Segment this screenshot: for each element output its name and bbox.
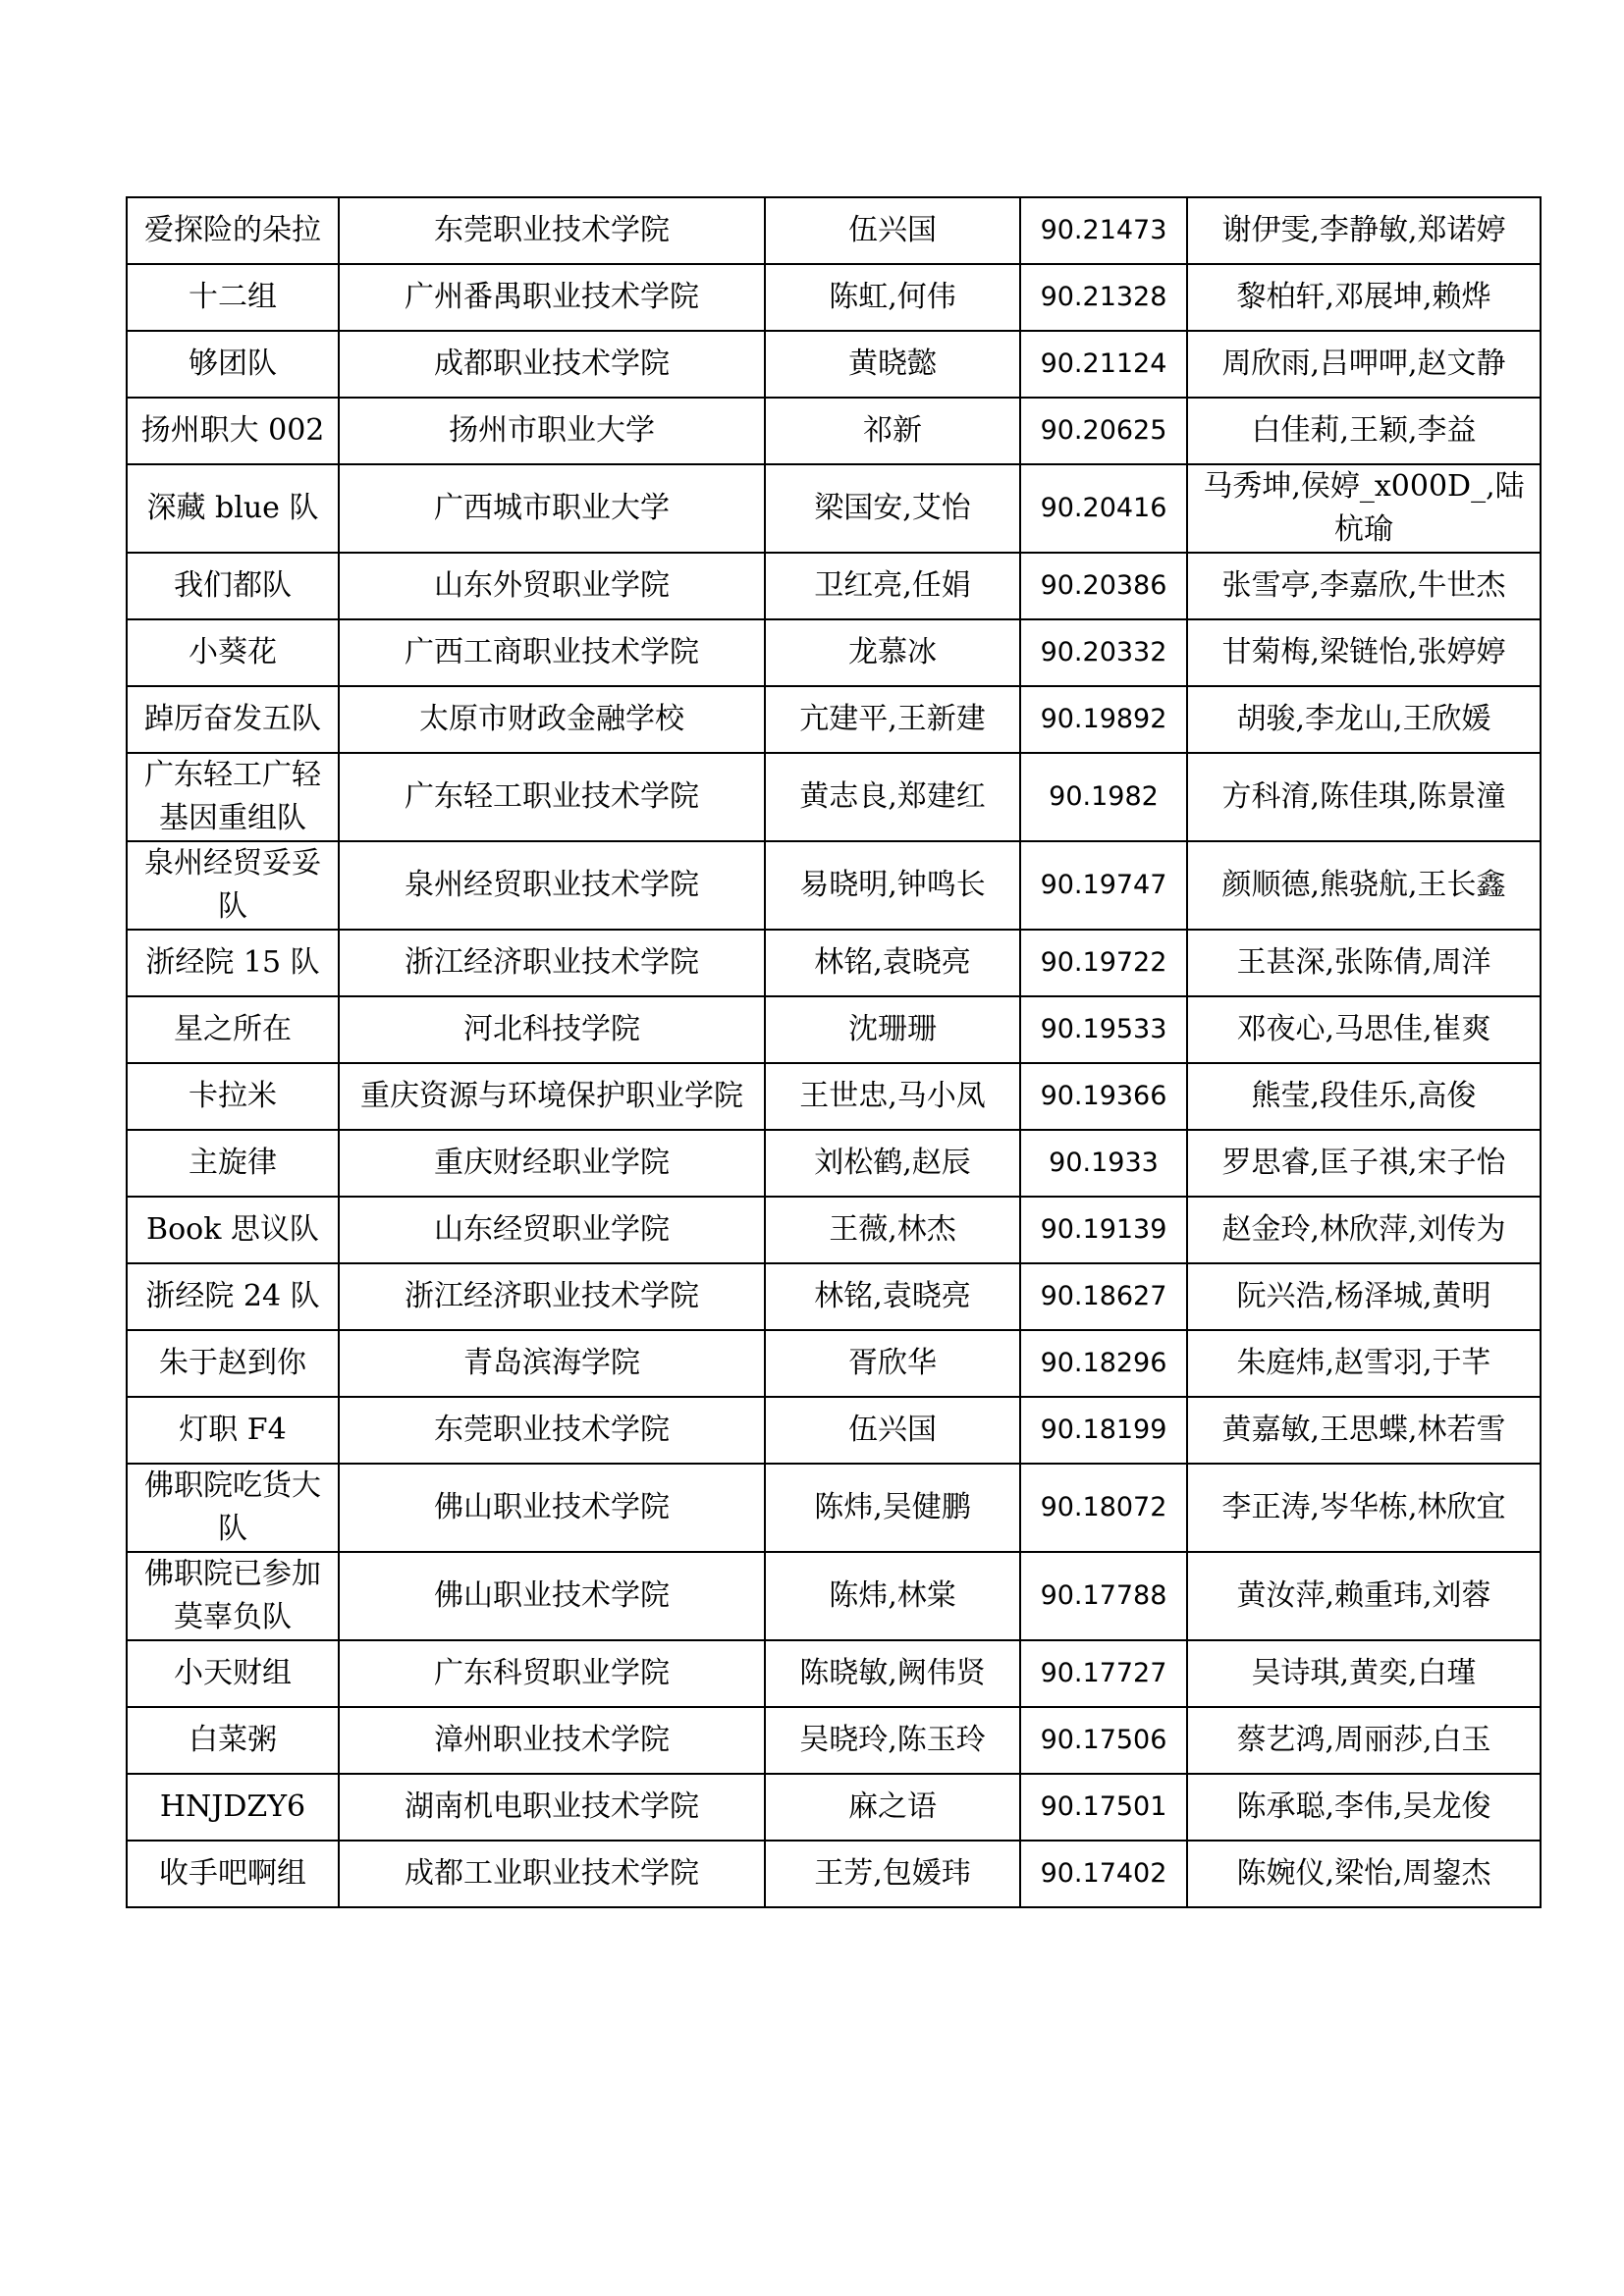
- advisor-cell: 麻之语: [765, 1774, 1020, 1841]
- school-cell: 湖南机电职业技术学院: [339, 1774, 765, 1841]
- table-row: [127, 398, 1541, 464]
- team-name-cell: 够团队: [127, 331, 339, 398]
- score-cell: 90.18199: [1020, 1397, 1187, 1464]
- members-cell: 黄嘉敏,王思蝶,林若雪: [1187, 1397, 1541, 1464]
- members-cell: 黎柏轩,邓展坤,赖烨: [1187, 264, 1541, 331]
- table-row: [127, 264, 1541, 331]
- score-cell: 90.1982: [1020, 753, 1187, 841]
- members-cell: 周欣雨,吕呷呷,赵文静: [1187, 331, 1541, 398]
- advisor-cell: 陈炜,吴健鹏: [765, 1464, 1020, 1552]
- school-cell: 广西城市职业大学: [339, 464, 765, 553]
- table-row: [127, 1263, 1541, 1330]
- school-cell: 青岛滨海学院: [339, 1330, 765, 1397]
- members-cell: 罗思睿,匡子祺,宋子怡: [1187, 1130, 1541, 1197]
- advisor-cell: 沈珊珊: [765, 996, 1020, 1063]
- school-cell: 山东经贸职业学院: [339, 1197, 765, 1263]
- school-cell: 广东轻工职业技术学院: [339, 753, 765, 841]
- team-name-cell: 爱探险的朵拉: [127, 197, 339, 264]
- team-name-cell: 泉州经贸妥妥队: [127, 841, 339, 930]
- score-cell: 90.18072: [1020, 1464, 1187, 1552]
- advisor-cell: 梁国安,艾怡: [765, 464, 1020, 553]
- advisor-cell: 陈晓敏,阙伟贤: [765, 1640, 1020, 1707]
- members-cell: 陈婉仪,梁怡,周鋆杰: [1187, 1841, 1541, 1907]
- team-name-cell: 十二组: [127, 264, 339, 331]
- members-cell: 王甚深,张陈倩,周洋: [1187, 930, 1541, 996]
- advisor-cell: 黄晓懿: [765, 331, 1020, 398]
- school-cell: 漳州职业技术学院: [339, 1707, 765, 1774]
- members-cell: 陈承聪,李伟,吴龙俊: [1187, 1774, 1541, 1841]
- members-cell: 胡骏,李龙山,王欣媛: [1187, 686, 1541, 753]
- advisor-cell: 胥欣华: [765, 1330, 1020, 1397]
- school-cell: 浙江经济职业技术学院: [339, 1263, 765, 1330]
- advisor-cell: 林铭,袁晓亮: [765, 930, 1020, 996]
- team-name-cell: 收手吧啊组: [127, 1841, 339, 1907]
- advisor-cell: 王世忠,马小凤: [765, 1063, 1020, 1130]
- members-cell: 黄汝萍,赖重玮,刘蓉: [1187, 1552, 1541, 1640]
- score-cell: 90.20625: [1020, 398, 1187, 464]
- members-cell: 白佳莉,王颖,李益: [1187, 398, 1541, 464]
- score-cell: 90.17402: [1020, 1841, 1187, 1907]
- members-cell: 赵金玲,林欣萍,刘传为: [1187, 1197, 1541, 1263]
- table-row: [127, 1397, 1541, 1464]
- table-row: [127, 1841, 1541, 1907]
- school-cell: 东莞职业技术学院: [339, 197, 765, 264]
- score-cell: 90.20416: [1020, 464, 1187, 553]
- advisor-cell: 易晓明,钟鸣长: [765, 841, 1020, 930]
- school-cell: 重庆资源与环境保护职业学院: [339, 1063, 765, 1130]
- table-row: [127, 1552, 1541, 1640]
- advisor-cell: 黄志良,郑建红: [765, 753, 1020, 841]
- results-table-body: [127, 197, 1541, 1907]
- advisor-cell: 龙慕冰: [765, 619, 1020, 686]
- score-cell: 90.1933: [1020, 1130, 1187, 1197]
- school-cell: 佛山职业技术学院: [339, 1552, 765, 1640]
- school-cell: 广西工商职业技术学院: [339, 619, 765, 686]
- members-cell: 谢伊雯,李静敏,郑诺婷: [1187, 197, 1541, 264]
- team-name-cell: 白菜粥: [127, 1707, 339, 1774]
- team-name-cell: 浙经院 15 队: [127, 930, 339, 996]
- advisor-cell: 陈炜,林棠: [765, 1552, 1020, 1640]
- table-row: [127, 1464, 1541, 1552]
- score-cell: 90.17506: [1020, 1707, 1187, 1774]
- members-cell: 颜顺德,熊骁航,王长鑫: [1187, 841, 1541, 930]
- table-row: [127, 841, 1541, 930]
- team-name-cell: 深藏 blue 队: [127, 464, 339, 553]
- school-cell: 佛山职业技术学院: [339, 1464, 765, 1552]
- members-cell: 方科淯,陈佳琪,陈景潼: [1187, 753, 1541, 841]
- score-cell: 90.17501: [1020, 1774, 1187, 1841]
- table-row: [127, 1640, 1541, 1707]
- score-cell: 90.19139: [1020, 1197, 1187, 1263]
- team-name-cell: Book 思议队: [127, 1197, 339, 1263]
- score-cell: 90.17727: [1020, 1640, 1187, 1707]
- score-cell: 90.19533: [1020, 996, 1187, 1063]
- team-name-cell: 卡拉米: [127, 1063, 339, 1130]
- school-cell: 河北科技学院: [339, 996, 765, 1063]
- team-name-cell: HNJDZY6: [127, 1774, 339, 1841]
- members-cell: 邓夜心,马思佳,崔爽: [1187, 996, 1541, 1063]
- team-name-cell: 主旋律: [127, 1130, 339, 1197]
- results-table: [126, 196, 1542, 1908]
- school-cell: 扬州市职业大学: [339, 398, 765, 464]
- school-cell: 广东科贸职业学院: [339, 1640, 765, 1707]
- advisor-cell: 林铭,袁晓亮: [765, 1263, 1020, 1330]
- table-row: [127, 553, 1541, 619]
- team-name-cell: 佛职院已参加莫辜负队: [127, 1552, 339, 1640]
- school-cell: 泉州经贸职业技术学院: [339, 841, 765, 930]
- members-cell: 吴诗琪,黄奕,白瑾: [1187, 1640, 1541, 1707]
- table-row: [127, 1130, 1541, 1197]
- team-name-cell: 浙经院 24 队: [127, 1263, 339, 1330]
- team-name-cell: 灯职 F4: [127, 1397, 339, 1464]
- school-cell: 重庆财经职业学院: [339, 1130, 765, 1197]
- members-cell: 熊莹,段佳乐,高俊: [1187, 1063, 1541, 1130]
- members-cell: 蔡艺鸿,周丽莎,白玉: [1187, 1707, 1541, 1774]
- team-name-cell: 小葵花: [127, 619, 339, 686]
- school-cell: 广州番禺职业技术学院: [339, 264, 765, 331]
- advisor-cell: 亢建平,王新建: [765, 686, 1020, 753]
- school-cell: 浙江经济职业技术学院: [339, 930, 765, 996]
- score-cell: 90.17788: [1020, 1552, 1187, 1640]
- advisor-cell: 吴晓玲,陈玉玲: [765, 1707, 1020, 1774]
- score-cell: 90.19722: [1020, 930, 1187, 996]
- team-name-cell: 小天财组: [127, 1640, 339, 1707]
- table-row: [127, 1197, 1541, 1263]
- members-cell: 马秀坤,侯婷_x000D_,陆杭瑜: [1187, 464, 1541, 553]
- score-cell: 90.21124: [1020, 331, 1187, 398]
- score-cell: 90.19892: [1020, 686, 1187, 753]
- score-cell: 90.19366: [1020, 1063, 1187, 1130]
- advisor-cell: 王薇,林杰: [765, 1197, 1020, 1263]
- score-cell: 90.19747: [1020, 841, 1187, 930]
- table-row: [127, 331, 1541, 398]
- table-row: [127, 619, 1541, 686]
- team-name-cell: 星之所在: [127, 996, 339, 1063]
- members-cell: 朱庭炜,赵雪羽,于芊: [1187, 1330, 1541, 1397]
- table-row: [127, 1774, 1541, 1841]
- members-cell: 张雪亭,李嘉欣,牛世杰: [1187, 553, 1541, 619]
- advisor-cell: 王芳,包媛玮: [765, 1841, 1020, 1907]
- score-cell: 90.18627: [1020, 1263, 1187, 1330]
- score-cell: 90.20332: [1020, 619, 1187, 686]
- table-row: [127, 1707, 1541, 1774]
- advisor-cell: 刘松鹤,赵辰: [765, 1130, 1020, 1197]
- table-row: [127, 197, 1541, 264]
- school-cell: 山东外贸职业学院: [339, 553, 765, 619]
- team-name-cell: 踔厉奋发五队: [127, 686, 339, 753]
- table-row: [127, 1063, 1541, 1130]
- table-row: [127, 930, 1541, 996]
- advisor-cell: 陈虹,何伟: [765, 264, 1020, 331]
- advisor-cell: 伍兴国: [765, 197, 1020, 264]
- school-cell: 太原市财政金融学校: [339, 686, 765, 753]
- score-cell: 90.21473: [1020, 197, 1187, 264]
- table-row: [127, 996, 1541, 1063]
- school-cell: 成都工业职业技术学院: [339, 1841, 765, 1907]
- school-cell: 成都职业技术学院: [339, 331, 765, 398]
- table-row: [127, 464, 1541, 553]
- team-name-cell: 佛职院吃货大队: [127, 1464, 339, 1552]
- table-row: [127, 686, 1541, 753]
- team-name-cell: 朱于赵到你: [127, 1330, 339, 1397]
- score-cell: 90.20386: [1020, 553, 1187, 619]
- members-cell: 甘菊梅,梁链怡,张婷婷: [1187, 619, 1541, 686]
- advisor-cell: 卫红亮,任娟: [765, 553, 1020, 619]
- members-cell: 李正涛,岑华栋,林欣宜: [1187, 1464, 1541, 1552]
- table-row: [127, 753, 1541, 841]
- advisor-cell: 祁新: [765, 398, 1020, 464]
- score-cell: 90.21328: [1020, 264, 1187, 331]
- members-cell: 阮兴浩,杨泽城,黄明: [1187, 1263, 1541, 1330]
- school-cell: 东莞职业技术学院: [339, 1397, 765, 1464]
- team-name-cell: 我们都队: [127, 553, 339, 619]
- score-cell: 90.18296: [1020, 1330, 1187, 1397]
- advisor-cell: 伍兴国: [765, 1397, 1020, 1464]
- team-name-cell: 广东轻工广轻基因重组队: [127, 753, 339, 841]
- team-name-cell: 扬州职大 002: [127, 398, 339, 464]
- table-row: [127, 1330, 1541, 1397]
